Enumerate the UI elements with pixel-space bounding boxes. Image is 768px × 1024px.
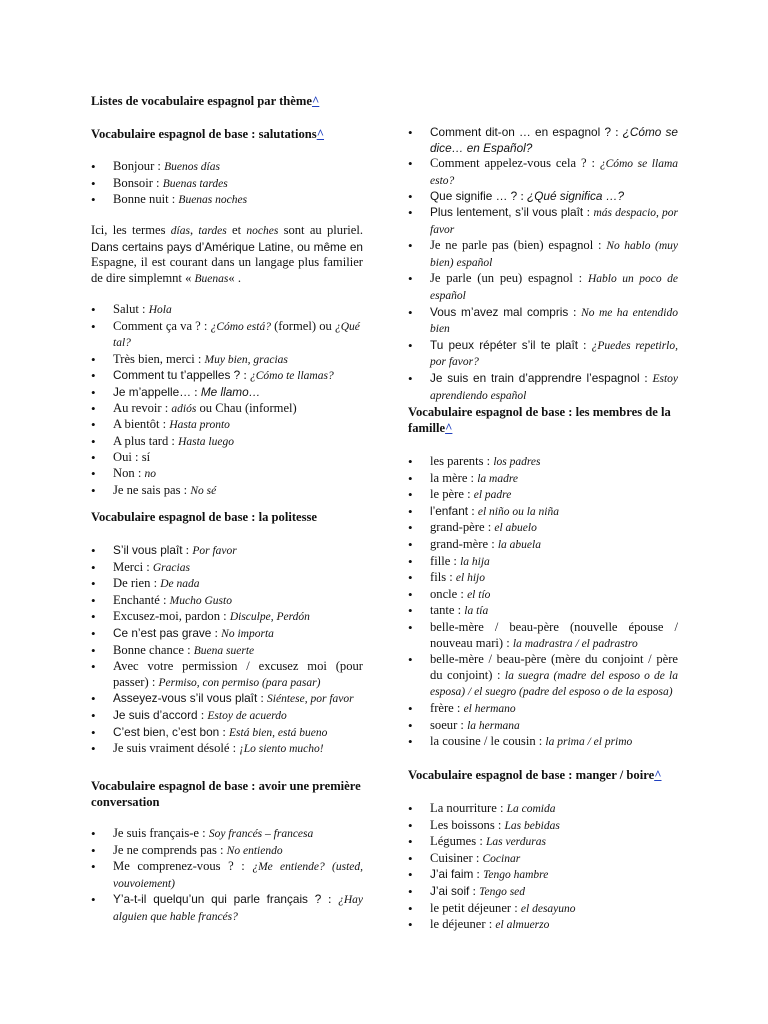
list-item: • Vous m’avez mal compris : No me ha entendido bien: [408, 305, 678, 338]
list-item: • Je suis vraiment désolé : ¡Lo siento mucho!: [91, 741, 363, 758]
list-item: • tante : la tía: [408, 603, 678, 620]
list-item: • Bonne chance : Buena suerte: [91, 643, 363, 660]
list-item: • fils : el hijo: [408, 570, 678, 587]
list-item: • le père : el padre: [408, 487, 678, 504]
list-item: • C’est bien, c’est bon : Está bien, está bueno: [91, 725, 363, 742]
list-salutations: [91, 159, 363, 209]
list-item: • Je suis d’accord : Estoy de acuerdo: [91, 708, 363, 725]
list-item: • Ce n’est pas grave : No importa: [91, 626, 363, 643]
list-item: • Bonjour : Buenos días: [91, 159, 363, 176]
list-item: • Je suis en train d’apprendre l’espagnol : Estoy aprendiendo español: [408, 371, 678, 404]
list-salutations-informal: [91, 302, 363, 499]
list-item: • Je parle (un peu) espagnol : Hablo un poco de español: [408, 271, 678, 304]
list-item: • Avec votre permission / excusez moi (pour passer) : Permiso, con permiso (para pasar): [91, 659, 363, 691]
list-item: • A plus tard : Hasta luego: [91, 434, 363, 451]
list-item: • Comment ça va ? : ¿Cómo está? (formel) ou ¿Qué tal?: [91, 319, 363, 352]
list-item: • belle-mère / beau-père (nouvelle épouse / nouveau mari) : la madrastra / el padrastro: [408, 620, 678, 652]
list-item: • les parents : los padres: [408, 454, 678, 471]
list-item: • Non : no: [91, 466, 363, 483]
list-item: • Asseyez-vous s’il vous plaît : Siéntese, por favor: [91, 691, 363, 708]
list-item: • l’enfant : el niño ou la niña: [408, 504, 678, 521]
list-item: • frère : el hermano: [408, 701, 678, 718]
list-item: • Très bien, merci : Muy bien, gracias: [91, 352, 363, 369]
list-item: • Je m’appelle… : Me llamo…: [91, 385, 363, 401]
list-item: • Que signifie … ? : ¿Qué significa …?: [408, 189, 678, 205]
list-item: • fille : la hija: [408, 554, 678, 571]
list-item: • Tu peux répéter s’il te plaît : ¿Puedes repetirlo, por favor?: [408, 338, 678, 371]
heading-salutations: Vocabulaire espagnol de base : salutations^: [91, 127, 325, 141]
list-item: • J’ai faim : Tengo hambre: [408, 867, 678, 884]
list-item: • grand-père : el abuelo: [408, 520, 678, 537]
list-item: • Comment appelez-vous cela ? : ¿Cómo se llama esto?: [408, 156, 678, 189]
list-item: • Je ne parle pas (bien) espagnol : No hablo (muy bien) español: [408, 238, 678, 271]
back-to-top-link[interactable]: ^: [311, 94, 320, 108]
list-item: • Salut : Hola: [91, 302, 363, 319]
list-item: • Merci : Gracias: [91, 560, 363, 577]
heading-manger: Vocabulaire espagnol de base : manger / boire^: [408, 768, 662, 782]
list-item: • Bonsoir : Buenas tardes: [91, 176, 363, 193]
list-item: • Cuisiner : Cocinar: [408, 851, 678, 868]
list-conversation-part1: [91, 826, 363, 926]
page-title: Listes de vocabulaire espagnol par thème^: [91, 94, 320, 108]
heading-conversation: Vocabulaire espagnol de base : avoir une première conversation: [91, 779, 361, 809]
list-manger: [408, 801, 678, 934]
list-item: • Comment tu t’appelles ? : ¿Cómo te llamas?: [91, 368, 363, 385]
list-item: • J’ai soif : Tengo sed: [408, 884, 678, 901]
list-item: • Au revoir : adiós ou Chau (informel): [91, 401, 363, 418]
heading-politesse: Vocabulaire espagnol de base : la politesse: [91, 510, 318, 524]
heading-famille: Vocabulaire espagnol de base : les membres de la famille^: [408, 405, 671, 435]
list-item: • Je ne comprends pas : No entiendo: [91, 843, 363, 860]
list-item: • le petit déjeuner : el desayuno: [408, 901, 678, 918]
list-famille: [408, 454, 678, 751]
list-item: • De rien : De nada: [91, 576, 363, 593]
list-item: • Y’a-t-il quelqu’un qui parle français ? : ¿Hay alguien que hable francés?: [91, 892, 363, 925]
back-to-top-link[interactable]: ^: [654, 768, 662, 782]
list-item: • Les boissons : Las bebidas: [408, 818, 678, 835]
list-item: • Comment dit-on … en espagnol ? : ¿Cómo se dice… en Español?: [408, 125, 678, 156]
salutations-note: Ici, les termes días, tardes et noches sont au pluriel. Dans certains pays d’Amérique Latine, ou même en Espagne, il est courant dans un langage plus familier de dire simplemnt « Buenas« .: [91, 223, 364, 285]
list-item: • Enchanté : Mucho Gusto: [91, 593, 363, 610]
list-item: • S’il vous plaît : Por favor: [91, 543, 363, 560]
back-to-top-link[interactable]: ^: [316, 127, 325, 141]
list-item: • la cousine / le cousin : la prima / el primo: [408, 734, 678, 751]
list-item: • la mère : la madre: [408, 471, 678, 488]
list-item: • Excusez-moi, pardon : Disculpe, Perdón: [91, 609, 363, 626]
list-item: • oncle : el tío: [408, 587, 678, 604]
list-item: • A bientôt : Hasta pronto: [91, 417, 363, 434]
list-item: • grand-mère : la abuela: [408, 537, 678, 554]
list-item: • Oui : sí: [91, 450, 363, 466]
list-item: • Plus lentement, s’il vous plaît : más despacio, por favor: [408, 205, 678, 238]
list-item: • le déjeuner : el almuerzo: [408, 917, 678, 934]
list-conversation-part2: [408, 125, 678, 404]
list-item: • Légumes : Las verduras: [408, 834, 678, 851]
list-item: • soeur : la hermana: [408, 718, 678, 735]
list-item: • belle-mère / beau-père (mère du conjoint / père du conjoint) : la suegra (madre del esposo o de la esposa) / el suegro (padre del esposo o de la esposa): [408, 652, 678, 701]
list-item: • Je suis français-e : Soy francés – francesa: [91, 826, 363, 843]
list-item: • Je ne sais pas : No sé: [91, 483, 363, 500]
list-item: • La nourriture : La comida: [408, 801, 678, 818]
list-politesse: [91, 543, 363, 758]
list-item: • Bonne nuit : Buenas noches: [91, 192, 363, 209]
back-to-top-link[interactable]: ^: [445, 421, 453, 435]
list-item: • Me comprenez-vous ? : ¿Me entiende? (usted, vouvoiement): [91, 859, 363, 892]
